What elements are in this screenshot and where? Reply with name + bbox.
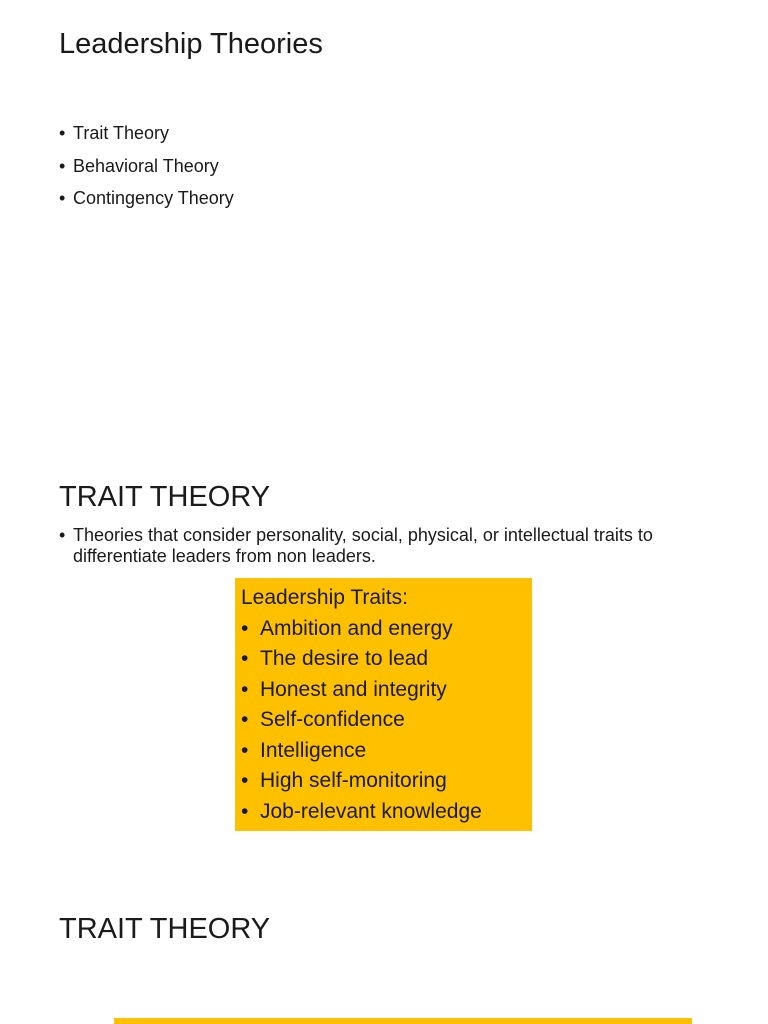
list-item: • Contingency Theory bbox=[59, 182, 234, 215]
slide-trait-theory bbox=[0, 440, 768, 880]
accent-bar bbox=[114, 1018, 692, 1024]
list-item: • High self-monitoring bbox=[241, 766, 532, 797]
slide-leadership-theories bbox=[0, 0, 768, 440]
traits-heading: Leadership Traits: bbox=[241, 586, 408, 609]
list-item: • The desire to lead bbox=[241, 644, 532, 675]
list-item: • Self-confidence bbox=[241, 705, 532, 736]
slide-trait-theory-continued bbox=[0, 880, 768, 1024]
slide-title: TRAIT THEORY bbox=[59, 913, 271, 945]
theories-list bbox=[59, 117, 234, 215]
definition-text-content: Theories that consider personality, social, physical, or intellectual traits to differentiate leaders from non leaders. bbox=[73, 525, 653, 566]
list-item: • Job-relevant knowledge bbox=[241, 797, 532, 828]
traits-list bbox=[241, 614, 532, 828]
list-item: • Trait Theory bbox=[59, 117, 234, 150]
slide-title: Leadership Theories bbox=[59, 28, 323, 60]
definition-text bbox=[59, 525, 713, 567]
list-item: • Ambition and energy bbox=[241, 614, 532, 645]
leadership-traits-box bbox=[235, 578, 532, 831]
list-item: • Intelligence bbox=[241, 736, 532, 767]
bullet-icon: • bbox=[59, 525, 66, 545]
list-item: • Honest and integrity bbox=[241, 675, 532, 706]
slide-title: TRAIT THEORY bbox=[59, 481, 271, 513]
list-item: • Behavioral Theory bbox=[59, 150, 234, 183]
